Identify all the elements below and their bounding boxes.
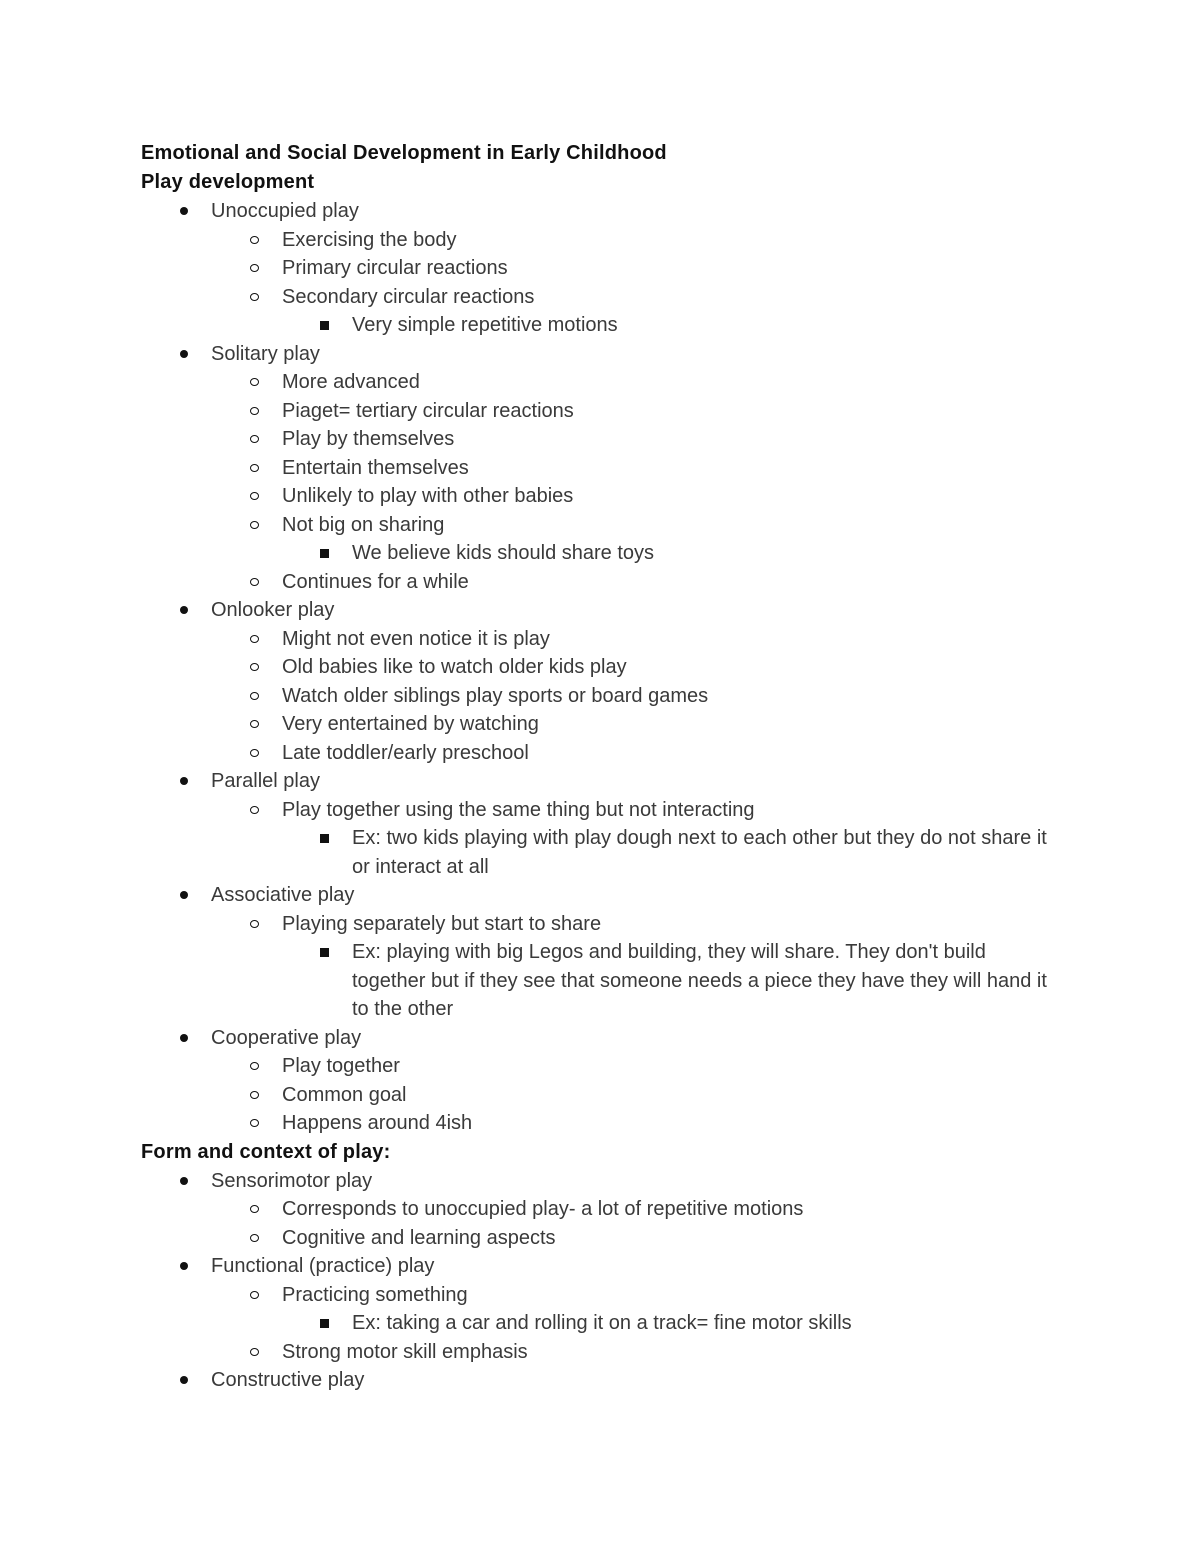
list-item-text: Late toddler/early preschool — [282, 741, 529, 764]
list-item-text: Cooperative play — [211, 1026, 362, 1049]
list-item-level-2 — [141, 625, 1061, 654]
bullet-circle-icon — [248, 454, 260, 483]
bullet-circle-icon — [248, 511, 260, 540]
list-item-text: Happens around 4ish — [282, 1112, 473, 1134]
list-item-text: More advanced — [282, 371, 420, 393]
bullet-circle-icon — [248, 283, 260, 312]
list-item-level-2 — [141, 1109, 1061, 1138]
list-item-level-2 — [141, 397, 1061, 426]
list-item-level-3 — [141, 938, 1061, 1024]
bullet-circle-icon — [248, 1224, 260, 1253]
list-item-level-1 — [141, 767, 1061, 796]
bullet-dot-icon — [178, 1366, 190, 1395]
play-development-list — [141, 197, 1061, 1138]
list-item-text: Old babies like to watch older kids play — [282, 656, 627, 678]
list-item-level-2 — [141, 283, 1061, 312]
list-item-text: Unoccupied play — [211, 200, 359, 222]
bullet-circle-icon — [248, 397, 260, 426]
bullet-dot-icon — [178, 767, 190, 796]
list-item-text: Functional (practice) play — [211, 1255, 435, 1277]
list-item-level-2 — [141, 710, 1061, 739]
section-heading-play-development: Play development — [141, 171, 315, 193]
list-item-level-1 — [141, 1366, 1061, 1395]
bullet-circle-icon — [248, 653, 260, 682]
list-item-text: Ex: taking a car and rolling it on a track= fine motor skills — [352, 1312, 852, 1334]
bullet-circle-icon — [248, 739, 260, 768]
list-item-level-1 — [141, 881, 1061, 910]
list-item-text: We believe kids should share toys — [352, 542, 655, 564]
form-and-context-list — [141, 1167, 1061, 1395]
bullet-circle-icon — [248, 425, 260, 454]
bullet-circle-icon — [248, 710, 260, 739]
list-item-level-2 — [141, 653, 1061, 682]
list-item-level-2 — [141, 1338, 1061, 1367]
list-item-level-3 — [141, 311, 1061, 340]
list-item-level-2 — [141, 796, 1061, 825]
list-item-text: Corresponds to unoccupied play- a lot of repetitive motions — [282, 1198, 804, 1220]
bullet-dot-icon — [178, 596, 190, 625]
list-item-level-1 — [141, 1167, 1061, 1196]
list-item-text: Piaget= tertiary circular reactions — [282, 399, 574, 422]
list-item-text: Not big on sharing — [282, 513, 445, 536]
list-item-level-1 — [141, 340, 1061, 369]
bullet-dot-icon — [178, 1167, 190, 1196]
list-item-level-2 — [141, 682, 1061, 711]
list-item-text: Playing separately but start to share — [282, 912, 602, 935]
bullet-circle-icon — [248, 1281, 260, 1310]
bullet-square-icon — [318, 824, 330, 853]
list-item-text: Associative play — [211, 884, 355, 906]
bullet-dot-icon — [178, 881, 190, 910]
bullet-square-icon — [318, 539, 330, 568]
list-item-text: Entertain themselves — [282, 456, 469, 479]
list-item-level-1 — [141, 596, 1061, 625]
document-title: Emotional and Social Development in Early Childhood — [141, 142, 667, 164]
list-item-level-1 — [141, 197, 1061, 226]
list-item-text: Very entertained by watching — [282, 713, 539, 735]
list-item-level-2 — [141, 568, 1061, 597]
list-item-level-2 — [141, 482, 1061, 511]
list-item-level-2 — [141, 910, 1061, 939]
list-item-text: Common goal — [282, 1083, 407, 1106]
bullet-dot-icon — [178, 1252, 190, 1281]
list-item-level-2 — [141, 1195, 1061, 1224]
list-item-text: Parallel play — [211, 770, 320, 792]
list-item-text: Might not even notice it is play — [282, 627, 550, 650]
list-item-level-2 — [141, 454, 1061, 483]
list-item-level-3 — [141, 539, 1061, 568]
list-item-text: Constructive play — [211, 1369, 365, 1391]
list-item-text: Unlikely to play with other babies — [282, 485, 574, 507]
list-item-text: Ex: two kids playing with play dough next to each other but they do not share it or interact at all — [352, 827, 1047, 878]
list-item-text: Watch older siblings play sports or board games — [282, 684, 709, 707]
list-item-text: Strong motor skill emphasis — [282, 1340, 528, 1363]
list-item-text: Very simple repetitive motions — [352, 314, 618, 336]
list-item-level-2 — [141, 368, 1061, 397]
list-item-level-1 — [141, 1252, 1061, 1281]
bullet-circle-icon — [248, 254, 260, 283]
list-item-text: Continues for a while — [282, 570, 469, 593]
list-item-text: Solitary play — [211, 342, 320, 365]
list-item-text: Onlooker play — [211, 599, 335, 621]
bullet-circle-icon — [248, 226, 260, 255]
list-item-text: Exercising the body — [282, 228, 457, 251]
bullet-circle-icon — [248, 482, 260, 511]
bullet-circle-icon — [248, 910, 260, 939]
list-item-text: Play together — [282, 1055, 400, 1077]
bullet-circle-icon — [248, 796, 260, 825]
bullet-square-icon — [318, 311, 330, 340]
list-item-level-3 — [141, 824, 1061, 881]
bullet-circle-icon — [248, 368, 260, 397]
bullet-circle-icon — [248, 625, 260, 654]
bullet-circle-icon — [248, 1338, 260, 1367]
list-item-text: Practicing something — [282, 1283, 468, 1306]
bullet-square-icon — [318, 938, 330, 967]
bullet-circle-icon — [248, 568, 260, 597]
list-item-text: Play together using the same thing but not interacting — [282, 798, 755, 821]
list-item-level-2 — [141, 1081, 1061, 1110]
section-heading-form-and-context: Form and context of play: — [141, 1140, 391, 1163]
list-item-text: Cognitive and learning aspects — [282, 1226, 556, 1249]
bullet-circle-icon — [248, 682, 260, 711]
list-item-level-2 — [141, 739, 1061, 768]
list-item-text: Play by themselves — [282, 428, 455, 450]
list-item-level-3 — [141, 1309, 1061, 1338]
bullet-square-icon — [318, 1309, 330, 1338]
list-item-text: Sensorimotor play — [211, 1169, 373, 1192]
bullet-dot-icon — [178, 197, 190, 226]
bullet-dot-icon — [178, 340, 190, 369]
list-item-level-2 — [141, 511, 1061, 540]
list-item-level-2 — [141, 1052, 1061, 1081]
list-item-level-2 — [141, 1224, 1061, 1253]
list-item-level-1 — [141, 1024, 1061, 1053]
bullet-circle-icon — [248, 1109, 260, 1138]
list-item-level-2 — [141, 425, 1061, 454]
list-item-level-2 — [141, 1281, 1061, 1310]
bullet-circle-icon — [248, 1195, 260, 1224]
document-content — [141, 139, 1061, 1395]
list-item-text: Secondary circular reactions — [282, 285, 535, 308]
bullet-dot-icon — [178, 1024, 190, 1053]
list-item-text: Ex: playing with big Legos and building, they will share. They don't build together but if they see that someone needs a piece they have they will hand it to the other — [352, 941, 1047, 1020]
list-item-level-2 — [141, 254, 1061, 283]
bullet-circle-icon — [248, 1052, 260, 1081]
bullet-circle-icon — [248, 1081, 260, 1110]
list-item-level-2 — [141, 226, 1061, 255]
list-item-text: Primary circular reactions — [282, 257, 508, 279]
